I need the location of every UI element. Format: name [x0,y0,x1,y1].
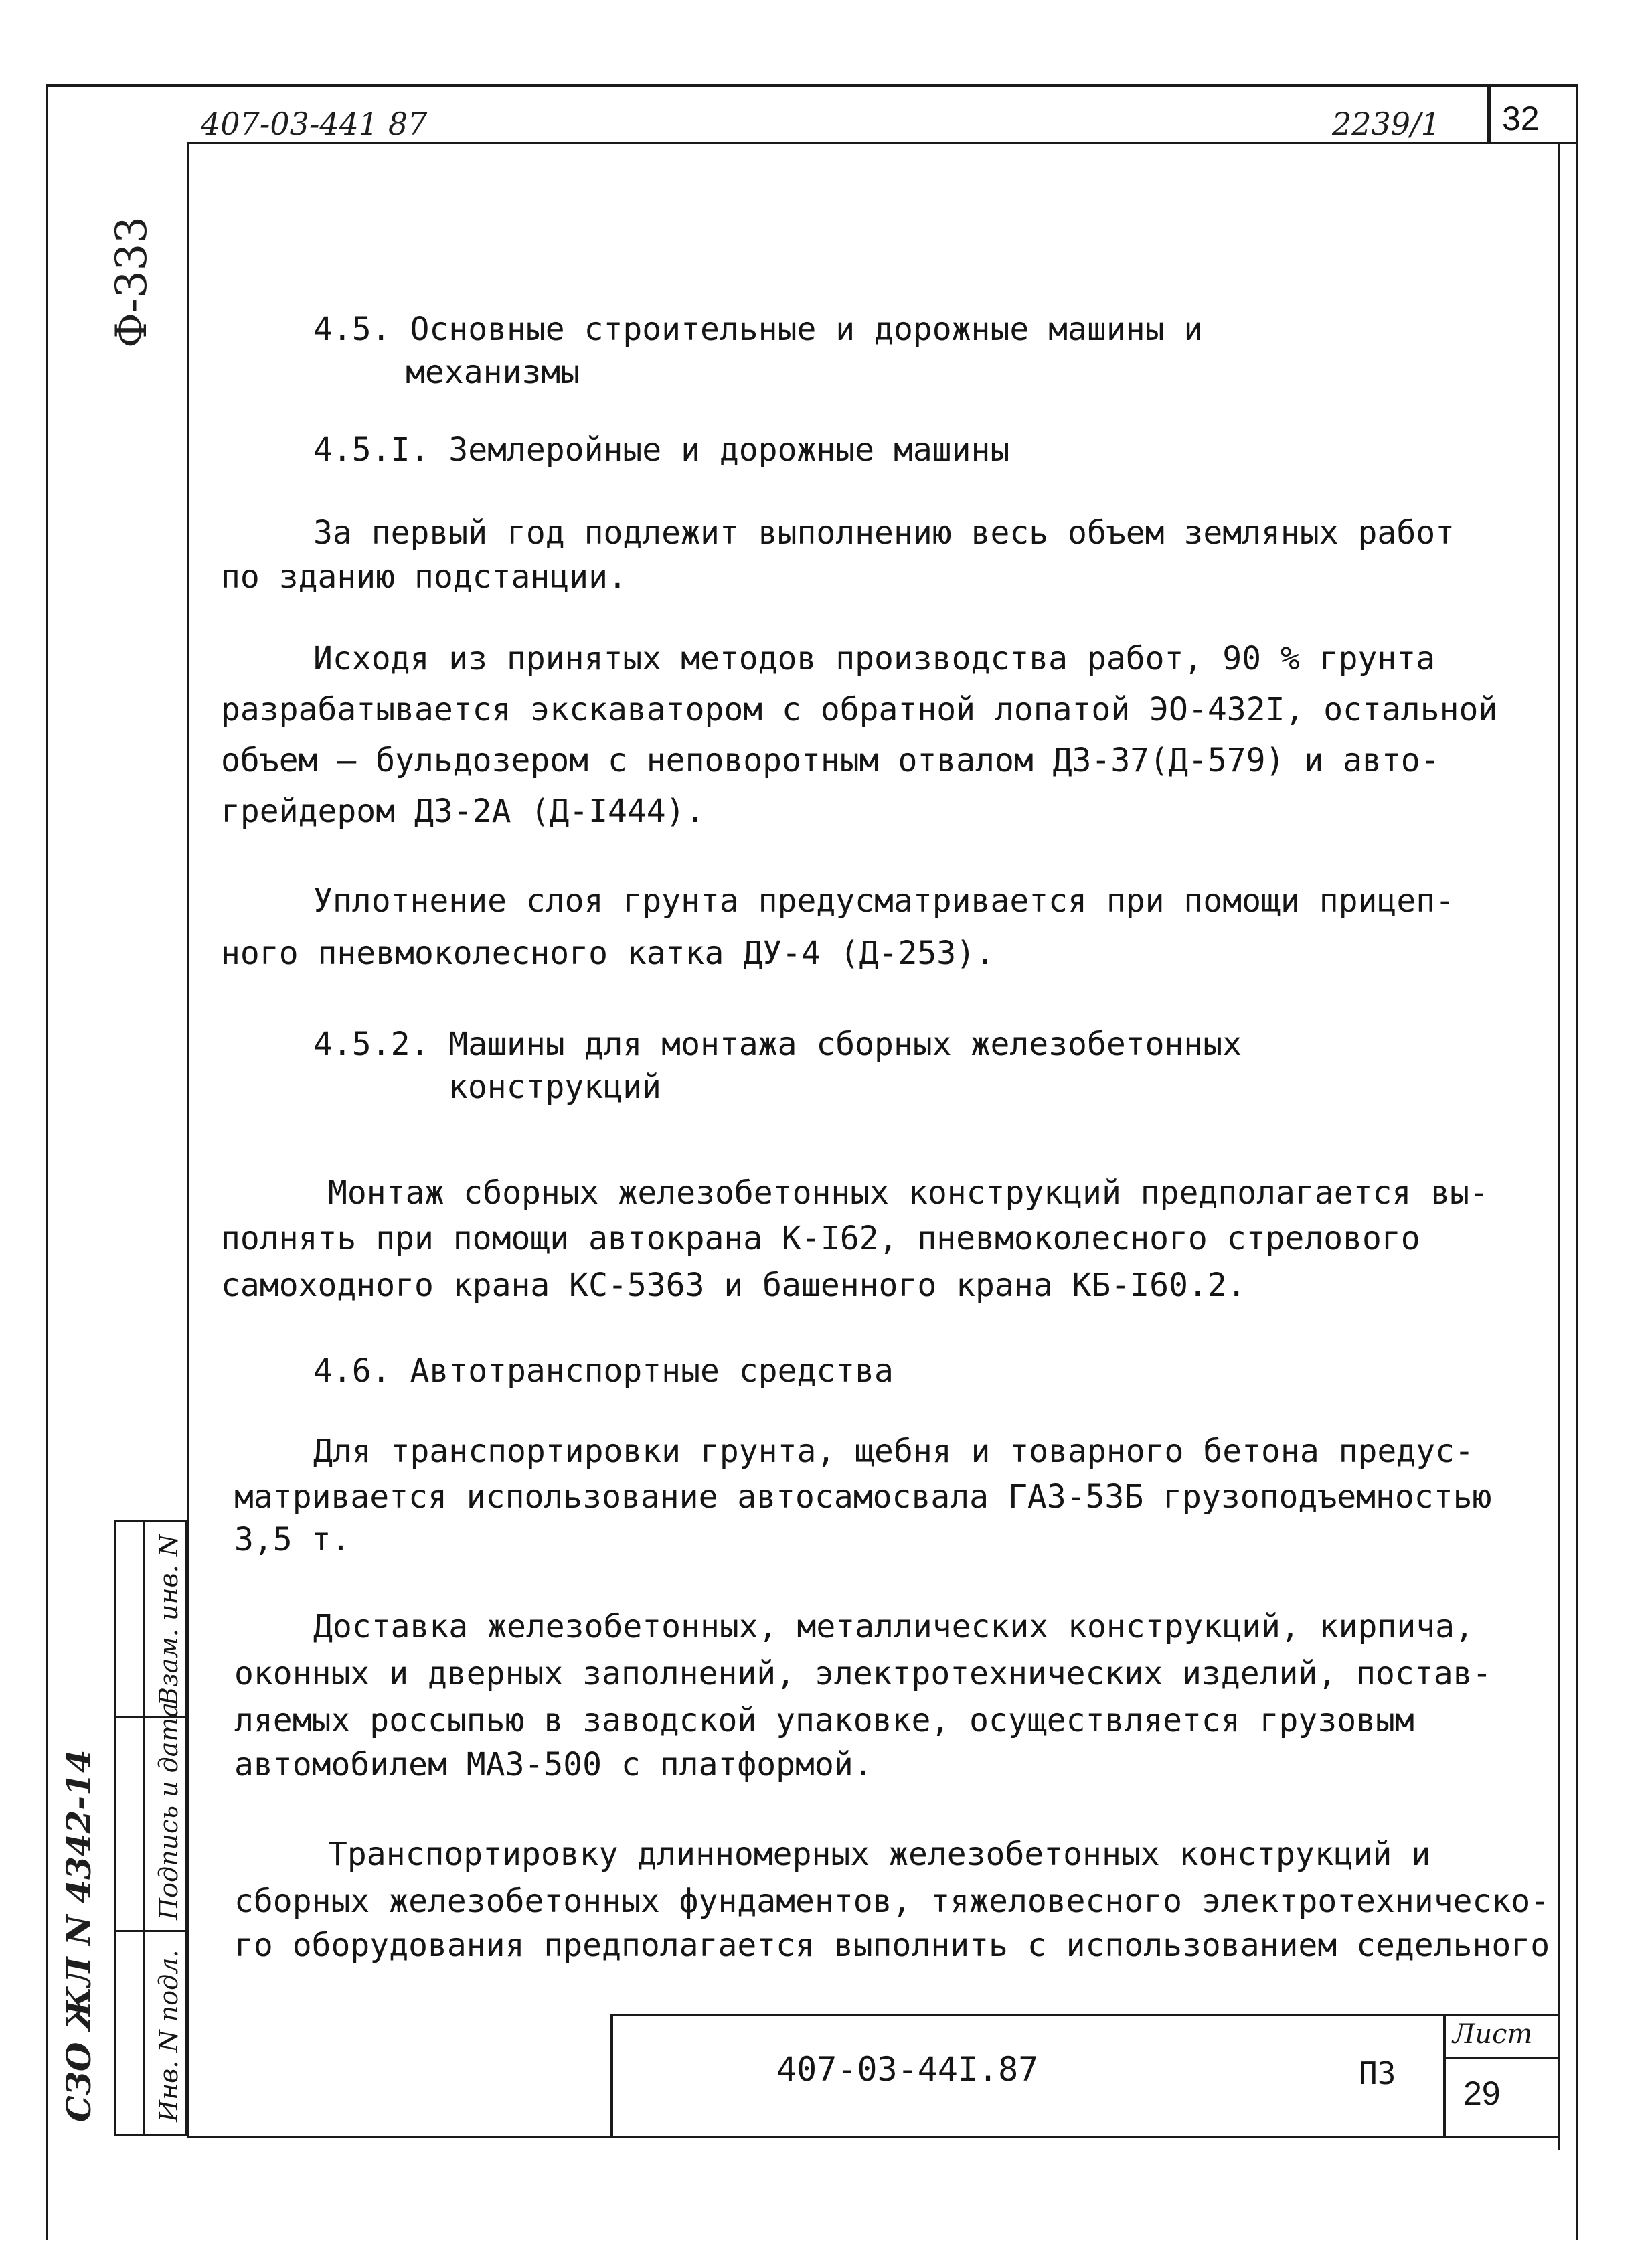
paragraph-line: матривается использование автосамосвала ГАЗ-53Б грузоподъемностью [234,1478,1492,1516]
title-block-sheet-divider [1443,2016,1446,2136]
header-archive-number: 2239/1 [1332,106,1440,142]
title-block-sheet-label: Лист [1453,2019,1533,2050]
stamp-inv-orig-label: Инв. N подл. [154,1949,183,2122]
paragraph-line: объем – бульдозером с неповоротным отвалом ДЗ-37(Д-579) и авто- [221,742,1440,779]
side-stamp: Ф-333 [107,216,157,348]
title-block [610,2014,1560,2136]
header-doc-code: 407-03-441 87 [201,106,428,142]
title-block-sheet-number: 29 [1463,2075,1501,2112]
paragraph-line: разрабатывается экскаватором с обратной лопатой ЭО-432I, остальной [221,691,1498,728]
paragraph-line: Уплотнение слоя грунта предусматривается при помощи прицеп- [313,882,1455,920]
frame-right-outer-line [1576,84,1578,2240]
paragraph-line: го оборудования предполагается выполнить с использованием седельного [234,1927,1550,1964]
paragraph-line: грейдером ДЗ-2А (Д-I444). [221,793,705,830]
page-number: 32 [1502,100,1540,137]
title-block-doc-type: ПЗ [1359,2055,1396,2091]
frame-left-line [46,84,48,2240]
section-heading-4-5-line2: механизмы [406,353,580,391]
title-block-doc-code: 407-03-44I.87 [776,2050,1039,2089]
frame-top-line [46,84,1578,87]
paragraph-line: Монтаж сборных железобетонных конструкций предполагается вы- [328,1174,1489,1212]
paragraph-line: по зданию подстанции. [221,558,627,596]
frame-bottom-line [187,2136,1560,2138]
stamp-column-divider [143,1522,145,2134]
section-heading-4-5-1: 4.5.I. Землеройные и дорожные машины [313,431,1010,469]
section-heading-4-5-2-line1: 4.5.2. Машины для монтажа сборных железобетонных [313,1026,1242,1063]
title-block-sheet-row-divider [1443,2057,1560,2059]
page-number-separator [1487,87,1491,142]
paragraph-line: самоходного крана КС-5363 и башенного крана КБ-I60.2. [221,1267,1246,1304]
paragraph-line: За первый год подлежит выполнению весь объем земляных работ [313,514,1455,552]
header-underline [187,142,1578,144]
paragraph-line: ляемых россыпью в заводской упаковке, осуществляется грузовым [234,1702,1414,1739]
stamp-sign-date-label: Подпись и дата [154,1702,183,1920]
paragraph-line: 3,5 т. [234,1521,351,1558]
paragraph-line: Транспортировку длинномерных железобетонных конструкций и [328,1836,1431,1873]
frame-right-inner-line [1558,142,1560,2150]
paragraph-line: сборных железобетонных фундаментов, тяжеловесного электротехническо- [234,1882,1550,1920]
paragraph-line: ного пневмоколесного катка ДУ-4 (Д-253). [221,935,995,972]
paragraph-line: оконных и дверных заполнений, электротехнических изделий, постав- [234,1655,1492,1692]
side-archive-note: СЗО ЖЛ N 4342-14 [59,1749,98,2122]
paragraph-line: Исходя из принятых методов производства работ, 90 % грунта [313,640,1436,677]
section-heading-4-5-2-line2: конструкций [448,1068,661,1106]
section-heading-4-6: 4.6. Автотранспортные средства [313,1352,894,1390]
stamp-row-divider [116,1930,185,1932]
paragraph-line: Для транспортировки грунта, щебня и товарного бетона предус- [313,1433,1474,1470]
paragraph-line: автомобилем МАЗ-500 с платформой. [234,1746,873,1783]
paragraph-line: полнять при помощи автокрана К-I62, пневмоколесного стрелового [221,1220,1420,1257]
section-heading-4-5-line1: 4.5. Основные строительные и дорожные машины и [313,311,1204,348]
paragraph-line: Доставка железобетонных, металлических конструкций, кирпича, [313,1608,1474,1645]
stamp-replace-inv-label: Взам. инв. N [154,1534,183,1706]
frame-inner-left-line [187,142,189,2137]
